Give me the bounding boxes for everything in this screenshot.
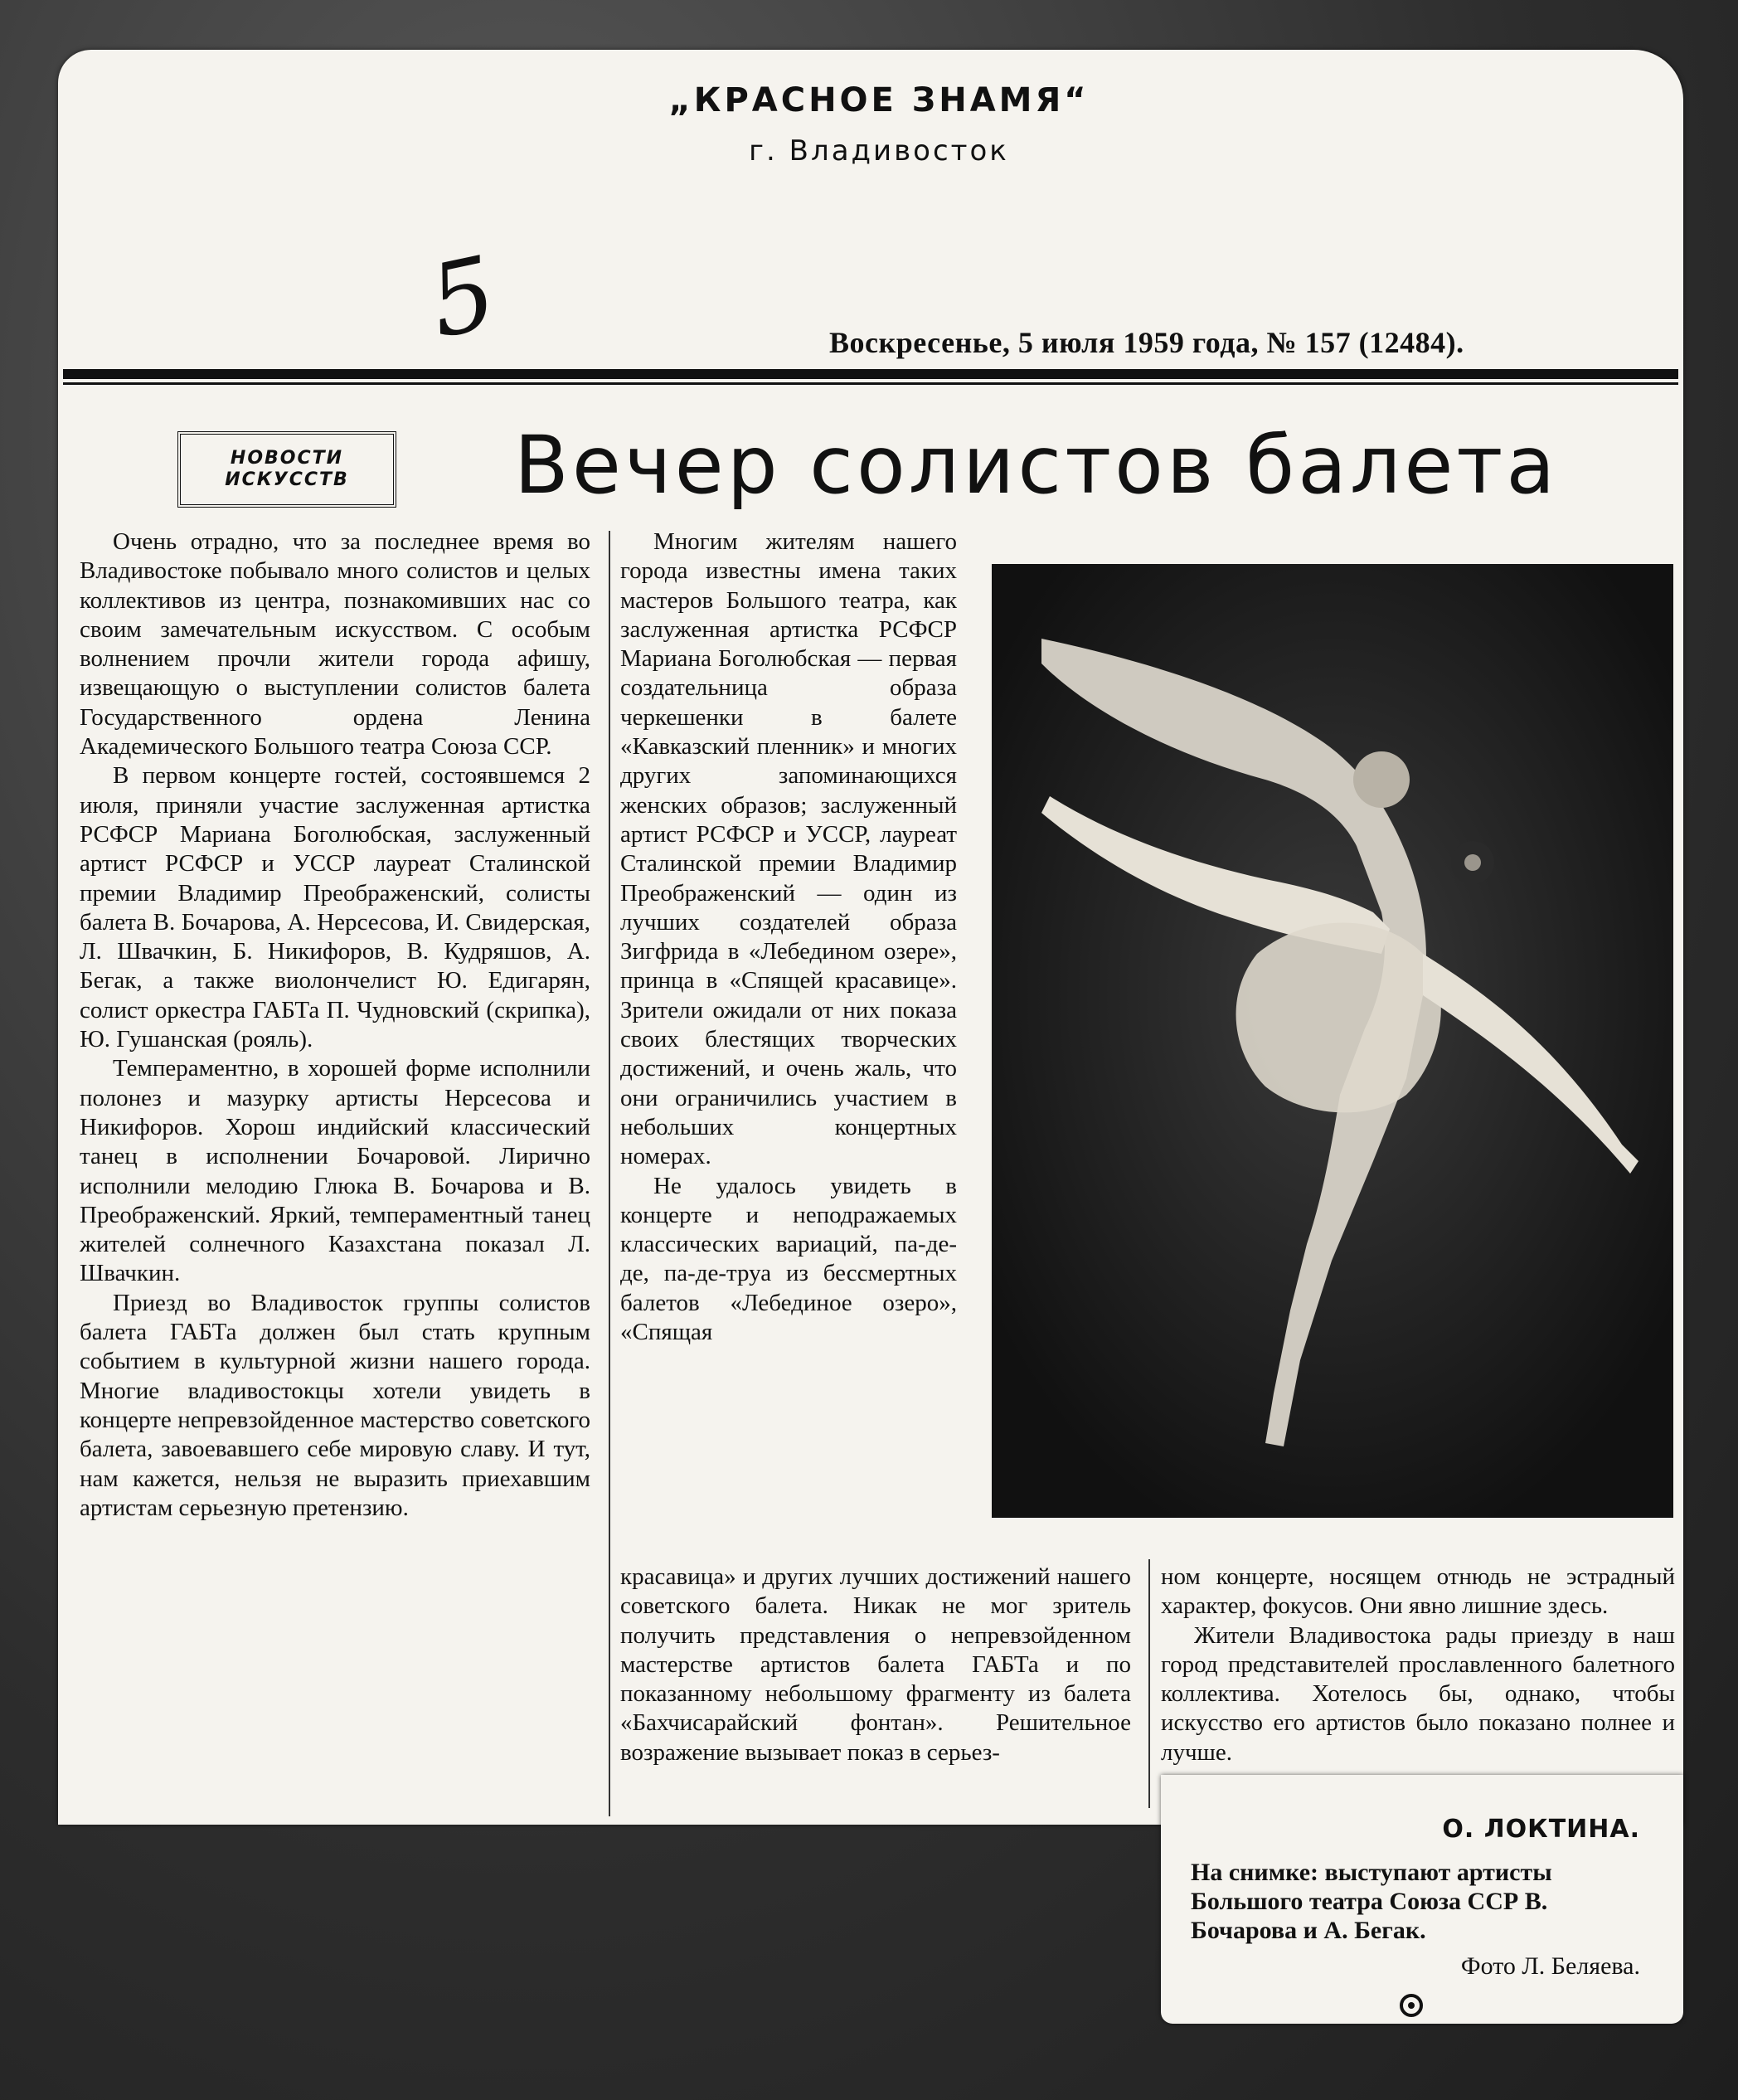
column-divider: [609, 531, 610, 1816]
article-column-3: [1161, 1563, 1675, 1767]
rubric-line-1: НОВОСТИ: [230, 448, 344, 469]
author-signature: О. ЛОКТИНА.: [1442, 1815, 1640, 1844]
masthead: [630, 81, 1128, 168]
masthead-rule: [63, 369, 1678, 379]
rubric-line-2: ИСКУССТВ: [225, 469, 349, 490]
paragraph: Очень отрадно, что за последнее время во Владивостоке побывало много солистов и целых коллективов из центра, познакомивших нас со своим замечательным искусством. С особым волнением прочли жители города афишу, извещающую о выступлении солистов балета Государственного ордена Ленина Академического Большого театра Союза ССР.: [80, 528, 590, 761]
dancers-image: [992, 564, 1673, 1518]
paragraph: Многим жителям нашего города известны имена таких мастеров Большого театра, как заслуженная артистка РСФСР Мариана Боголюбская — первая создательница образа черкешенки в балете «Кавказский пленник» и многих других запоминающихся женских образов; заслуженный артист РСФСР и УССР, лауреат Сталинской премии Владимир Преображенский — один из лучших создателей образа Зигфрида в «Лебедином озере», принца в «Спящей красавице». Зрители ожидали от них показа своих блестящих творческих достижений, и очень жаль, что они ограничились участием в небольших концертных номерах.: [620, 528, 957, 1170]
article-column-1: [80, 527, 590, 1523]
rubric-box: [177, 431, 396, 508]
article-headline: Вечер солистов балета: [514, 419, 1559, 512]
masthead-rule-thin: [63, 382, 1678, 385]
photo-caption: [1191, 1858, 1655, 1945]
dateline: Воскресенье, 5 июля 1959 года, № 157 (12484).: [829, 326, 1464, 359]
caption-lead: На снимке:: [1191, 1859, 1325, 1886]
handwritten-number: 5: [420, 235, 506, 362]
paragraph: Жители Владивостока рады приезду в наш город представителей прославленного балетного коллектива. Хотелось бы, однако, чтобы искусство его артистов было показано полнее и лучше.: [1161, 1621, 1675, 1766]
paragraph: Приезд во Владивосток группы солистов балета ГАБТа должен был стать крупным событием в культурной жизни нашего города. Многие владивостокцы хотели увидеть в концерте непревзойденное мастерство советского балета, завоевавшего себе мировую славу. И тут, нам кажется, нельзя не выразить приехавшим артистам серьезную претензию.: [80, 1289, 590, 1521]
article-column-2-continued: [620, 1563, 1131, 1767]
end-mark-icon: [1400, 1994, 1423, 2017]
paragraph: В первом концерте гостей, состоявшемся 2 июля, приняли участие заслуженная артистка РСФСР Мариана Боголюбская, заслуженный артист РСФСР и УССР лауреат Сталинской премии Владимир Преображенский, солисты балета В. Бочарова, А. Нерсесова, И. Свидерская, Л. Швачкин, Б. Никифоров, В. Кудряшов, А. Бегак, а также виолончелист Ю. Едигарян, солист оркестра ГАБТа П. Чудновский (скрипка), Ю. Гушанская (рояль).: [80, 762, 590, 1053]
photo-credit: Фото Л. Беляева.: [1460, 1952, 1640, 1980]
paragraph: ном концерте, носящем отнюдь не эстрадный характер, фокусов. Они явно лишние здесь.: [1161, 1563, 1675, 1620]
city-name: г. Владивосток: [749, 134, 1009, 168]
article-column-2: [620, 527, 957, 1347]
caption-text: выступают артисты Большого театра Союза ССР В. Бочарова и А. Бегак.: [1191, 1859, 1552, 1944]
paragraph: Темпераментно, в хорошей форме исполнили полонез и мазурку артисты Нерсесова и Никифоров. Хорош индийский классический танец в исполнении Бочаровой. Лирично исполнили мелодию Глюка В. Бочарова и В. Преображенский. Яркий, темпераментный танец жителей солнечного Казахстана показал Л. Швачкин.: [80, 1055, 590, 1287]
column-divider-bottom: [1148, 1559, 1150, 1808]
paragraph: красавица» и других лучших достижений нашего советского балета. Никак не мог зритель получить представления о непревзойденном мастерстве артистов балета ГАБТа и по показанному небольшому фрагменту из балета «Бахчисарайский фонтан». Решительное возражение вызывает показ в серьез-: [620, 1563, 1131, 1766]
ballet-photo: [992, 564, 1673, 1518]
paragraph: Не удалось увидеть в концерте и неподражаемых классических вариаций, па-де-де, па-де-труа из бессмертных балетов «Лебединое озеро», «Спящая: [620, 1172, 957, 1346]
paper-name: „КРАСНОЕ ЗНАМЯ“: [668, 81, 1090, 119]
